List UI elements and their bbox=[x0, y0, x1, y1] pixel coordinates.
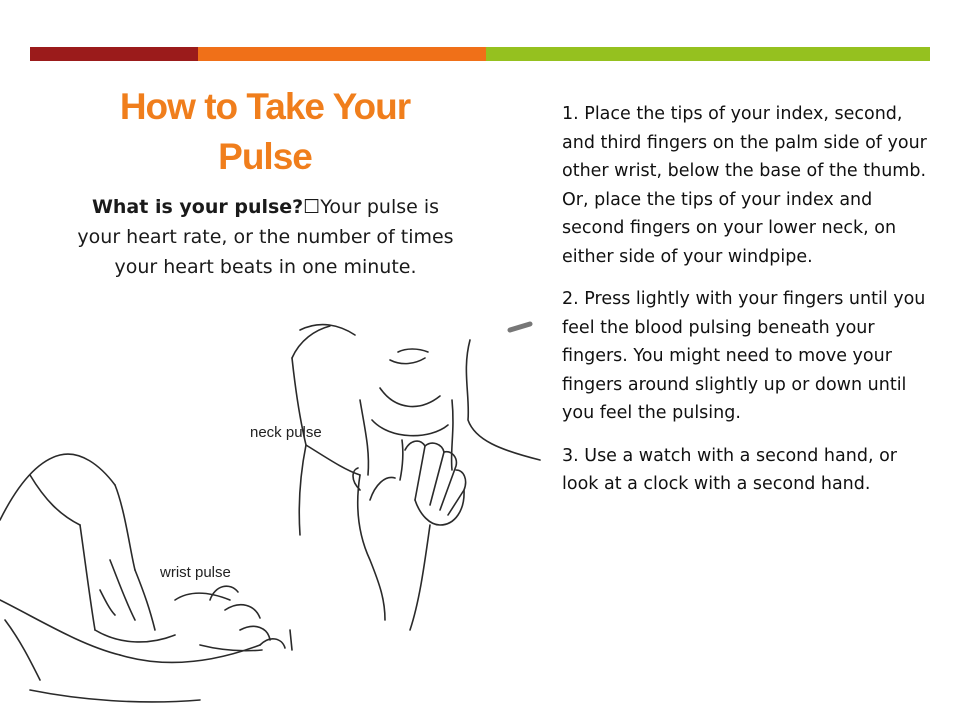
accent-bar-red bbox=[30, 47, 198, 61]
step-3: 3. Use a watch with a second hand, or look at a clock with a second hand. bbox=[562, 445, 897, 494]
step-1: 1. Place the tips of your index, second, and third fingers on the palm side of your other wrist, below the base of the thumb. Or, place the tips of your index and second fingers on your lower neck, on either side of your windpipe. bbox=[562, 104, 927, 267]
placeholder-glyph: ☐ bbox=[303, 196, 321, 218]
pulse-answer: Your pulse is your heart rate, or the number of times your heart beats in one minute. bbox=[77, 196, 454, 278]
pulse-question: What is your pulse? bbox=[91, 196, 304, 218]
step-2: 2. Press lightly with your fingers until you feel the blood pulsing beneath your fingers. You might need to move your fingers around slightly up or down until you feel the pulsing. bbox=[562, 289, 926, 423]
neck-pulse-label: neck pulse bbox=[250, 424, 322, 441]
accent-bar bbox=[30, 47, 930, 61]
neck-figure bbox=[292, 324, 540, 630]
accent-bar-orange bbox=[198, 47, 486, 61]
slide-title-line-1: How to Take Your bbox=[119, 86, 411, 127]
wrist-figure bbox=[0, 454, 292, 702]
pulse-definition bbox=[68, 192, 463, 282]
slide-title bbox=[90, 82, 440, 182]
pulse-illustration bbox=[0, 300, 560, 720]
slide-title-line-2: Pulse bbox=[218, 136, 312, 177]
instruction-steps bbox=[562, 100, 932, 513]
accent-bar-green bbox=[486, 47, 930, 61]
wrist-pulse-label: wrist pulse bbox=[160, 564, 231, 581]
